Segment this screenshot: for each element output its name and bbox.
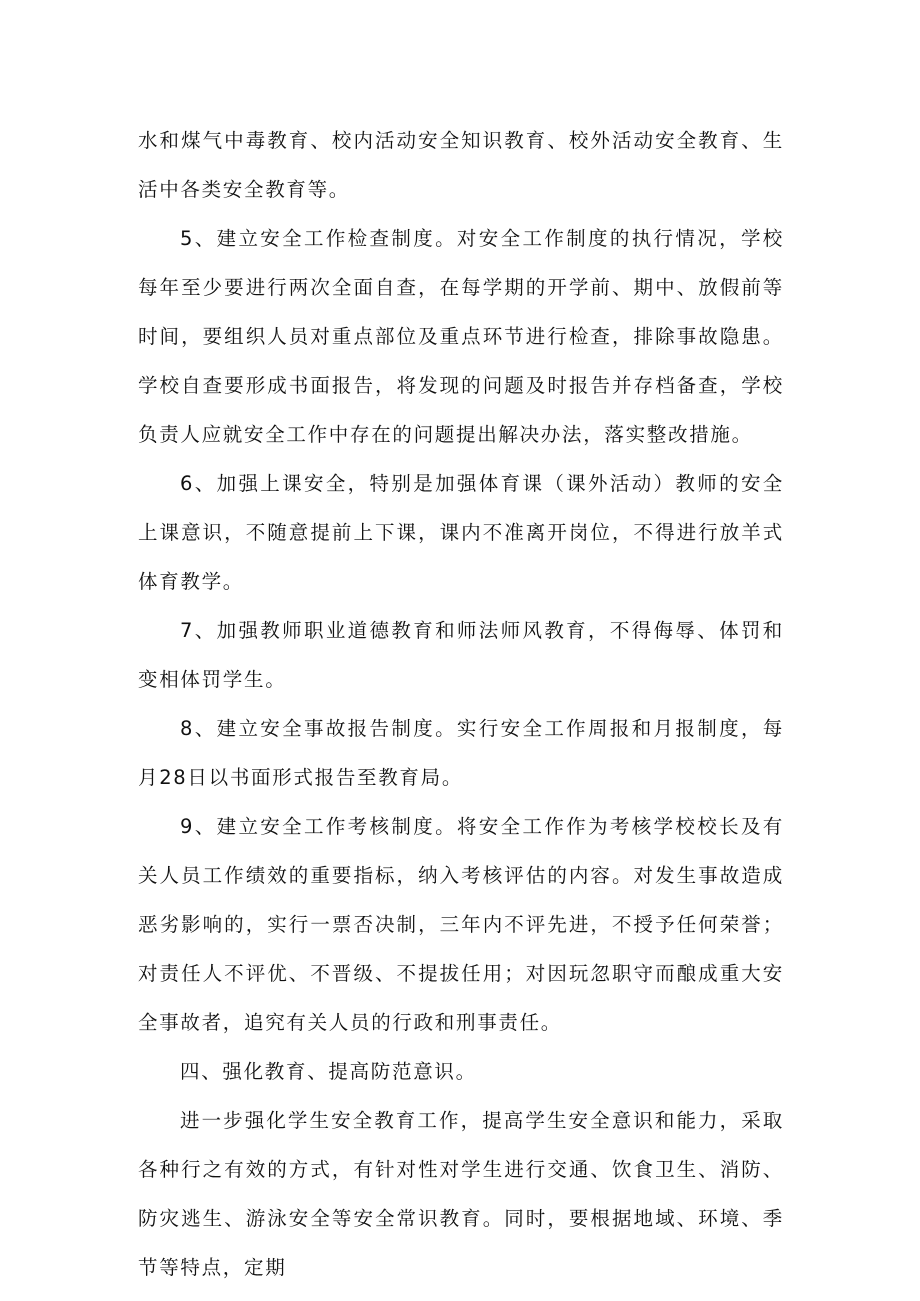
paragraph-item-8: 8、建立安全事故报告制度。实行安全工作周报和月报制度，每月28日以书面形式报告至教育局。 <box>138 717 784 789</box>
paragraph-continued: 水和煤气中毒教育、校内活动安全知识教育、校外活动安全教育、生活中各类安全教育等。 <box>138 129 784 201</box>
document-page <box>138 116 784 1292</box>
paragraph-item-5: 5、建立安全工作检查制度。对安全工作制度的执行情况，学校每年至少要进行两次全面自查，在每学期的开学前、期中、放假前等时间，要组织人员对重点部位及重点环节进行检查，排除事故隐患。学校自查要形成书面报告，将发现的问题及时报告并存档备查，学校负责人应就安全工作中存在的问题提出解决办法，落实整改措施。 <box>138 227 784 446</box>
paragraph-item-6: 6、加强上课安全，特别是加强体育课（课外活动）教师的安全上课意识，不随意提前上下课，课内不准离开岗位，不得进行放羊式体育教学。 <box>138 472 784 593</box>
paragraph-item-7: 7、加强教师职业道德教育和师法师风教育，不得侮辱、体罚和变相体罚学生。 <box>138 619 784 691</box>
paragraph-section-4-body: 进一步强化学生安全教育工作，提高学生安全意识和能力，采取各种行之有效的方式，有针对性对学生进行交通、饮食卫生、消防、防灾逃生、游泳安全等安全常识教育。同时，要根据地域、环境、季节等特点，定期 <box>138 1109 784 1279</box>
section-heading-4: 四、强化教育、提高防范意识。 <box>180 1060 477 1083</box>
paragraph-item-9: 9、建立安全工作考核制度。将安全工作作为考核学校校长及有关人员工作绩效的重要指标，纳入考核评估的内容。对发生事故造成恶劣影响的，实行一票否决制，三年内不评先进，不授予任何荣誉；对责任人不评优、不晋级、不提拔任用；对因玩忽职守而酿成重大安全事故者，追究有关人员的行政和刑事责任。 <box>138 815 784 1034</box>
